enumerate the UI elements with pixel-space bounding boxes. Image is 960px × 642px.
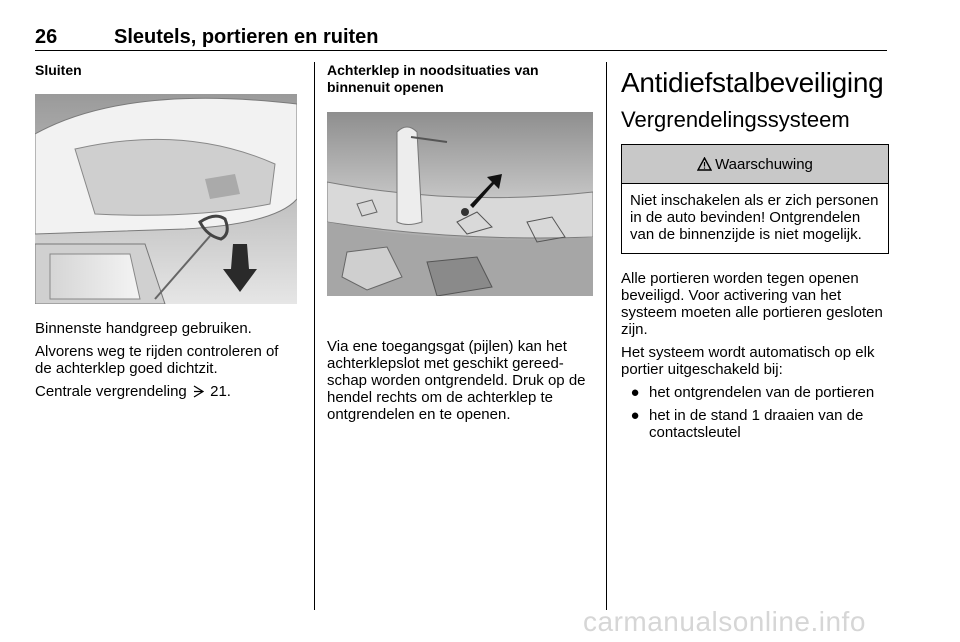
- paragraph: Binnenste handgreep gebruiken.: [35, 320, 252, 337]
- reference-page: 21.: [210, 383, 231, 400]
- warning-text: Niet inschakelen als er zich personen in de auto bevinden! Ontgrendelen van de binnenzijde is niet mogelijk.: [630, 192, 879, 243]
- page-number: 26: [35, 26, 58, 48]
- column-divider: [606, 62, 607, 610]
- watermark: carmanualsonline.info: [583, 606, 866, 637]
- section-title: Antidiefstalbeveiliging: [621, 67, 884, 98]
- paragraph: Het systeem wordt automatisch op elk portier uitgeschakeld bij:: [621, 344, 875, 378]
- list-item: [621, 384, 889, 401]
- warning-header: [622, 145, 888, 184]
- column-divider: [314, 62, 315, 610]
- reference-arrow-icon: [193, 385, 204, 398]
- bullet-dot-icon: ●: [630, 407, 640, 424]
- paragraph: Via ene toegangsgat (pijlen) kan het achterklepslot met geschikt gereedschap worden ontgrendeld. Druk op de hendel rechts om de achterklep te ontgrendelen en te openen.: [327, 338, 586, 423]
- cross-reference[interactable]: [35, 383, 297, 400]
- section-heading-closing: Sluiten: [35, 62, 82, 78]
- list-item-text: het ontgrendelen van de portieren: [649, 384, 875, 401]
- paragraph: Alvorens weg te rijden controleren of de achterklep goed dichtzit.: [35, 343, 279, 377]
- column-emergency-opening: [327, 62, 593, 423]
- warning-box: [621, 144, 889, 254]
- chapter-title: Sleutels, portieren en ruiten: [114, 26, 379, 48]
- list-item: [621, 407, 889, 441]
- tailgate-access-hole-illustration: [327, 112, 593, 296]
- paragraph: Alle portieren worden tegen openen beveiligd. Voor activering van het systeem moeten alle portieren gesloten zijn.: [621, 270, 883, 338]
- column-anti-theft: [621, 62, 889, 441]
- warning-label: Waarschuwing: [715, 155, 813, 173]
- page-header: [35, 24, 887, 51]
- bullet-dot-icon: ●: [630, 384, 640, 401]
- warning-triangle-icon: [697, 157, 712, 171]
- reference-label: Centrale vergrendeling: [35, 383, 187, 400]
- column-closing: [35, 62, 297, 400]
- list-item-text: het in de stand 1 draaien van de contactsleutel: [649, 407, 864, 441]
- section-heading-emergency: Achterklep in noodsituaties van binnenuit openen: [327, 62, 539, 95]
- section-subtitle: Vergrendelingssysteem: [621, 107, 850, 132]
- tailgate-handle-illustration: [35, 94, 297, 304]
